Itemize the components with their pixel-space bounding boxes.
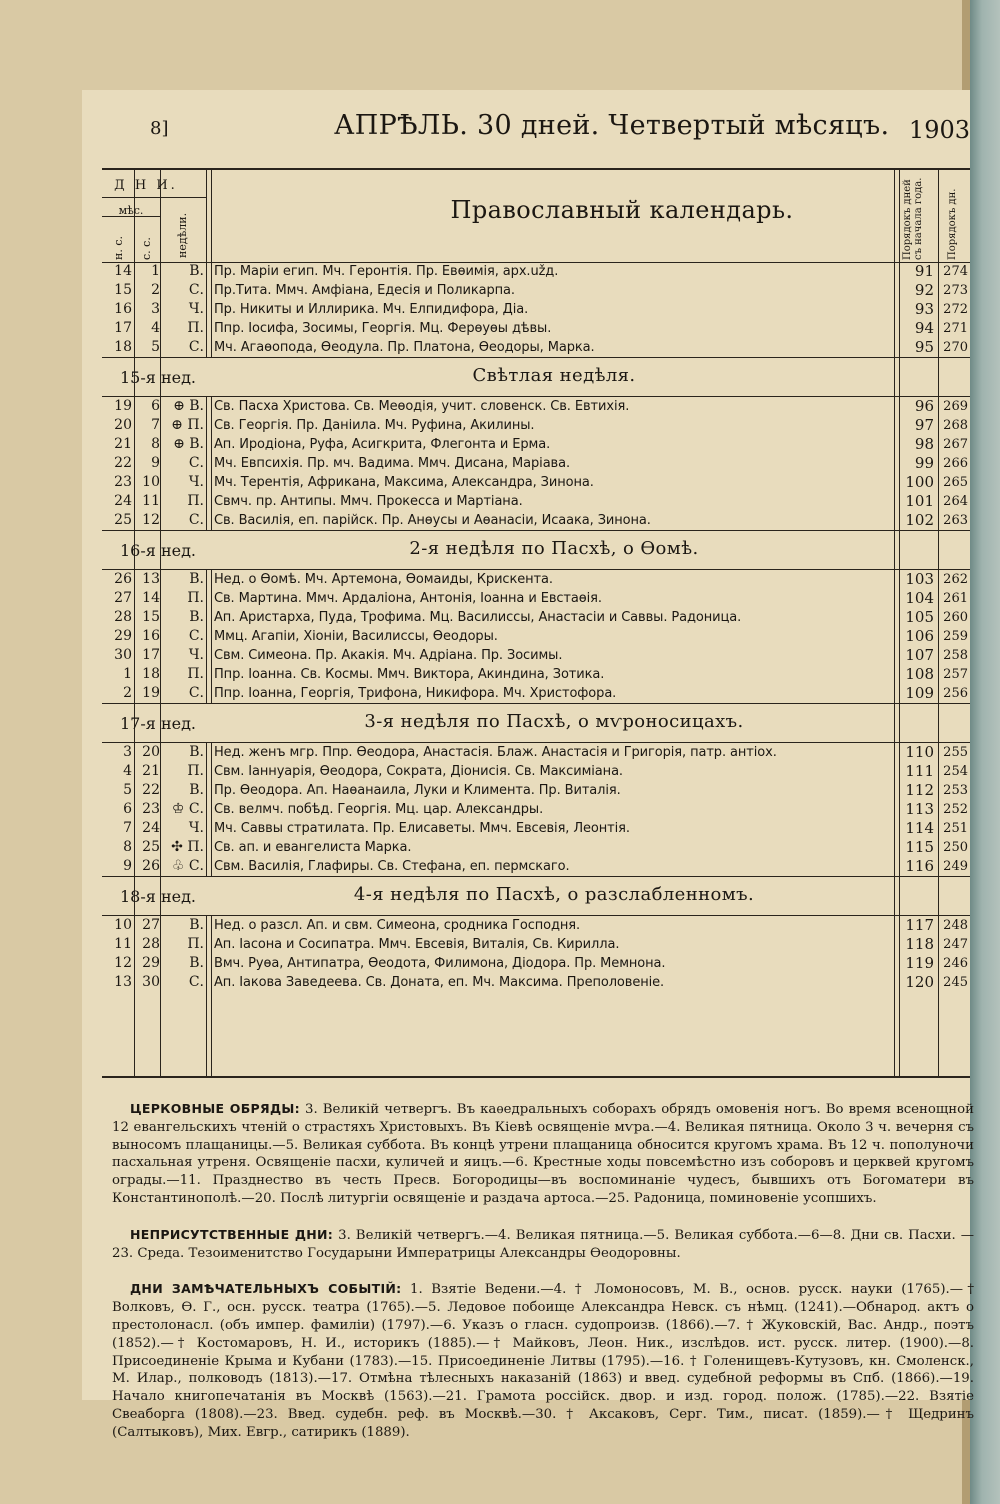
new-style-date: 21 <box>114 436 132 452</box>
days-remaining: 248 <box>943 918 968 933</box>
old-style-date: 5 <box>151 339 160 355</box>
days-remaining: 259 <box>943 629 968 644</box>
new-style-date: 17 <box>114 320 132 336</box>
church-rites-text: 3. Великій четвергъ. Въ каѳедральныхъ соборахъ обрядъ омовенія ногъ. Во время всенощной 12 евангельскихъ чтеній о страстяхъ Христовыхъ. Въ Кіевѣ освященіе мѵра.—4. Великая пятница. Около 3 ч. вечерня съ выносомъ плащаницы.—5. Великая суббота. Въ концѣ утрени плащаница обносится кругомъ храма. Въ 12 ч. пополуночи пасхальная утреня. Освященіе пасхи, куличей и яицъ.—6. Крестные ходы повсемѣстно изъ соборовъ и церквей кругомъ ограды.—11. Празднество въ честь Пресв. Богородицы—въ воспоминаніе чудесъ, бывшихъ отъ Богоматери въ Константинополѣ.—20. Послѣ литургіи освященіе и раздача артоса.—25. Радоница, поминовеніе усопшихъ. <box>112 1102 974 1206</box>
calendar-table <box>102 168 970 1078</box>
saints-text: Мч. Евпсихія. Пр. мч. Вадима. Ммч. Дисана, Маріава. <box>214 456 571 471</box>
weekday: ⊕ В. <box>173 436 204 452</box>
new-style-date: 14 <box>114 263 132 279</box>
holidays-paragraph <box>112 1226 974 1263</box>
church-rites-paragraph <box>112 1100 974 1208</box>
weekday-heading: недѣли. <box>176 212 189 258</box>
new-style-date: 11 <box>114 936 132 952</box>
days-remaining: 273 <box>943 283 968 298</box>
old-style-date: 9 <box>151 455 160 471</box>
saints-text: Свм. Іаннуарія, Ѳеодора, Сократа, Діонисія. Св. Максиміана. <box>214 764 623 779</box>
day-row <box>102 454 970 473</box>
days-remaining: 250 <box>943 840 968 855</box>
day-of-year: 110 <box>905 743 934 761</box>
weekday: В. <box>189 744 204 760</box>
day-of-year: 96 <box>914 397 934 415</box>
saints-text: Ппр. Іоанна, Георгія, Трифона, Никифора. Мч. Христофора. <box>214 686 617 701</box>
day-row <box>102 916 970 935</box>
day-row <box>102 397 970 416</box>
days-remaining: 245 <box>943 975 968 990</box>
day-row <box>102 262 970 281</box>
book-spine <box>970 0 1000 1504</box>
remaining-days-heading: Порядокъ дн. <box>947 188 958 260</box>
weekday: В. <box>189 571 204 587</box>
weekday: П. <box>187 666 204 682</box>
days-remaining: 272 <box>943 302 968 317</box>
day-row <box>102 665 970 684</box>
saints-text: Пр.Тита. Ммч. Амфіана, Едесія и Поликарпа. <box>214 283 515 298</box>
new-style-date: 28 <box>114 609 132 625</box>
days-remaining: 265 <box>943 475 968 490</box>
saints-text: Ппр. Іосифа, Зосимы, Георгія. Мц. Ферѳуѳы дѣвы. <box>214 321 552 336</box>
old-style-date: 25 <box>142 839 160 855</box>
events-text: 1. Взятіе Ведени.—4. † Ломоносовъ, М. В., основ. русск. науки (1765).—† Волковъ, Ѳ. Г., осн. русск. театра (1765).—5. Ледовое побоище Александра Невск. съ нѣмц. (1241).—Обнарод. актъ о престолонасл. (объ импер. фамиліи) (1797).—6. Указъ о гласн. судопроизв. (1866).—7. † Жуковскій, Вас. Андр., поэтъ (1852).—† Костомаровъ, Н. И., историкъ (1885).—† Майковъ, Леон. Ник., изслѣдов. ист. русск. литер. (1900).—8. Присоединеніе Крыма и Кубани (1783).—15. Присоединеніе Литвы (1795).—16. † Голенищевъ-Кутузовъ, кн. Смоленск., М. Илар., полководъ (1813).—17. Отмѣна тѣлесныхъ наказаній (1863) и введ. судебной реформы въ Спб. (1866).—19. Начало книгопечатанія въ Москвѣ (1563).—21. Грамота россійск. двор. и изд. город. полож. (1785).—22. Взятіе Свеаборга (1808).—23. Введ. судебн. реф. въ Москвѣ.—30. † Аксаковъ, Серг. Тим., писат. (1859).—† Щедринъ (Салтыковъ), Мих. Евгр., сатирикъ (1889). <box>112 1282 974 1440</box>
weekday: В. <box>189 917 204 933</box>
day-of-year: 109 <box>905 684 934 702</box>
old-style-date: 17 <box>142 647 160 663</box>
weekday: Ч. <box>188 647 204 663</box>
saints-text: Ап. Іакова Заведеева. Св. Доната, еп. Мч. Максима. Преполовеніе. <box>214 975 665 990</box>
week-label: 16-я нед. <box>120 541 197 560</box>
new-style-date: 30 <box>114 647 132 663</box>
old-style-date: 23 <box>142 801 160 817</box>
new-style-date: 13 <box>114 974 132 990</box>
saints-text: Св. Василія, еп. парійск. Пр. Анѳусы и Аѳанасіи, Исаака, Зинона. <box>214 513 651 528</box>
weekday: ♧ С. <box>171 858 204 874</box>
old-style-date: 7 <box>151 417 160 433</box>
old-style-date: 27 <box>142 917 160 933</box>
day-of-year: 105 <box>905 608 934 626</box>
saints-text: Пр. Никиты и Иллирика. Мч. Елпидифора, Діа. <box>214 302 529 317</box>
days-remaining: 247 <box>943 937 968 952</box>
day-of-year: 101 <box>905 492 934 510</box>
year: 1903 <box>908 116 970 144</box>
old-style-date: 28 <box>142 936 160 952</box>
calendar-title: Православный календарь. <box>450 196 794 224</box>
day-row <box>102 973 970 992</box>
saints-text: Ап. Аристарха, Пуда, Трофима. Мц. Василиссы, Анастасіи и Саввы. Радоница. <box>214 610 742 625</box>
saints-text: Ап. Іасона и Сосипатра. Ммч. Евсевія, Виталія, Св. Кирилла. <box>214 937 620 952</box>
saints-text: Нед. о разсл. Ап. и свм. Симеона, сродника Господня. <box>214 918 581 933</box>
weekday: ⊕ П. <box>171 417 204 433</box>
old-style-date: 16 <box>142 628 160 644</box>
week-title: 3-я недѣля по Пасхѣ, о мѵроносицахъ. <box>364 711 744 732</box>
page-header <box>102 104 972 152</box>
old-style-date: 6 <box>151 398 160 414</box>
new-style-date: 5 <box>123 782 132 798</box>
month-heading: мѣс. <box>118 204 144 217</box>
old-style-date: 11 <box>142 493 160 509</box>
day-row <box>102 800 970 819</box>
new-style-date: 1 <box>123 666 132 682</box>
new-style-date: 29 <box>114 628 132 644</box>
table-header <box>102 170 970 263</box>
saints-text: Св. Мартина. Ммч. Ардаліона, Антонія, Іоанна и Евстаѳія. <box>214 591 602 606</box>
old-style-date: 22 <box>142 782 160 798</box>
weekday: П. <box>187 493 204 509</box>
saints-text: Ммц. Агапіи, Хіоніи, Василиссы, Ѳеодоры. <box>214 629 498 644</box>
day-of-year: 117 <box>905 916 934 934</box>
day-row <box>102 819 970 838</box>
new-style-date: 16 <box>114 301 132 317</box>
saints-text: Ап. Иродіона, Руфа, Асигкрита, Флегонта и Ерма. <box>214 437 551 452</box>
new-style-date: 4 <box>123 763 132 779</box>
old-style-date: 10 <box>142 474 160 490</box>
old-style-date: 15 <box>142 609 160 625</box>
saints-text: Св. ап. и евангелиста Марка. <box>214 840 412 855</box>
weekday: В. <box>189 263 204 279</box>
days-remaining: 266 <box>943 456 968 471</box>
new-style-date: 25 <box>114 512 132 528</box>
weekday: С. <box>188 974 204 990</box>
day-row <box>102 627 970 646</box>
day-of-year: 97 <box>914 416 934 434</box>
days-remaining: 268 <box>943 418 968 433</box>
old-style-date: 26 <box>142 858 160 874</box>
old-style-date: 21 <box>142 763 160 779</box>
day-row <box>102 492 970 511</box>
day-of-year: 104 <box>905 589 934 607</box>
day-row <box>102 570 970 589</box>
row-group <box>102 262 970 357</box>
day-of-year: 116 <box>905 857 934 875</box>
day-row <box>102 416 970 435</box>
old-style-date: 8 <box>151 436 160 452</box>
weekday: С. <box>188 685 204 701</box>
week-label: 15-я нед. <box>120 368 197 387</box>
new-style-heading: н. с. <box>112 236 125 260</box>
calendar-page <box>82 90 975 1440</box>
page-title: АПРѢЛЬ. 30 дней. Четвертый мѣсяцъ. <box>334 110 890 141</box>
day-row <box>102 954 970 973</box>
day-of-year: 119 <box>905 954 934 972</box>
old-style-date: 24 <box>142 820 160 836</box>
new-style-date: 23 <box>114 474 132 490</box>
week-header-18 <box>102 876 970 916</box>
days-heading: Д Н И. <box>114 178 178 193</box>
week-title: 2-я недѣля по Пасхѣ, о Ѳомѣ. <box>409 538 699 559</box>
new-style-date: 26 <box>114 571 132 587</box>
day-row <box>102 319 970 338</box>
day-of-year: 111 <box>905 762 934 780</box>
week-label: 17-я нед. <box>120 714 197 733</box>
weekday: В. <box>189 955 204 971</box>
new-style-date: 18 <box>114 339 132 355</box>
old-style-date: 12 <box>142 512 160 528</box>
saints-text: Св. Георгія. Пр. Даніила. Мч. Руфина, Акилины. <box>214 418 535 433</box>
day-row <box>102 511 970 530</box>
weekday: В. <box>189 609 204 625</box>
days-remaining: 263 <box>943 513 968 528</box>
day-of-year: 108 <box>905 665 934 683</box>
new-style-date: 8 <box>123 839 132 855</box>
day-row <box>102 435 970 454</box>
new-style-date: 15 <box>114 282 132 298</box>
day-row <box>102 857 970 876</box>
old-style-date: 2 <box>151 282 160 298</box>
saints-text: Св. Пасха Христова. Св. Меѳодія, учит. словенск. Св. Евтихія. <box>214 399 630 414</box>
day-row <box>102 300 970 319</box>
days-remaining: 261 <box>943 591 968 606</box>
days-remaining: 246 <box>943 956 968 971</box>
old-style-heading: с. с. <box>140 237 153 260</box>
saints-text: Мч. Саввы стратилата. Пр. Елисаветы. Ммч. Евсевія, Леонтія. <box>214 821 630 836</box>
saints-text: Свм. Симеона. Пр. Акакія. Мч. Адріана. Пр. Зосимы. <box>214 648 563 663</box>
day-row <box>102 762 970 781</box>
old-style-date: 29 <box>142 955 160 971</box>
saints-text: Нед. женъ мгр. Ппр. Ѳеодора, Анастасія. Блаж. Анастасія и Григорія, патр. антіох. <box>214 745 777 760</box>
new-style-date: 22 <box>114 455 132 471</box>
day-row <box>102 646 970 665</box>
days-remaining: 252 <box>943 802 968 817</box>
saints-text: Пр. Маріи егип. Мч. Геронтія. Пр. Евѳимія, арх.užд. <box>214 264 559 279</box>
new-style-date: 10 <box>114 917 132 933</box>
week-header-17 <box>102 703 970 743</box>
weekday: ✣ П. <box>171 839 204 855</box>
order-days-heading: Порядокъ дней съ начала года. <box>902 177 924 260</box>
days-remaining: 253 <box>943 783 968 798</box>
week-title: 4-я недѣля по Пасхѣ, о разслабленномъ. <box>353 884 755 905</box>
new-style-date: 7 <box>123 820 132 836</box>
days-remaining: 256 <box>943 686 968 701</box>
day-of-year: 95 <box>914 338 934 356</box>
weekday: С. <box>188 282 204 298</box>
day-of-year: 94 <box>914 319 934 337</box>
weekday: Ч. <box>188 474 204 490</box>
day-of-year: 106 <box>905 627 934 645</box>
weekday: П. <box>187 936 204 952</box>
day-of-year: 112 <box>905 781 934 799</box>
new-style-date: 3 <box>123 744 132 760</box>
saints-text: Мч. Терентія, Африкана, Максима, Александра, Зинона. <box>214 475 594 490</box>
old-style-date: 3 <box>151 301 160 317</box>
days-remaining: 254 <box>943 764 968 779</box>
holidays-heading: НЕПРИСУТСТВЕННЫЕ ДНИ: <box>130 1226 334 1242</box>
new-style-date: 2 <box>123 685 132 701</box>
saints-text: Свм. Василія, Глафиры. Св. Стефана, еп. пермскаго. <box>214 859 570 874</box>
row-group <box>102 916 970 992</box>
day-row <box>102 743 970 762</box>
weekday: С. <box>188 512 204 528</box>
notes-section <box>112 1100 974 1460</box>
day-of-year: 98 <box>914 435 934 453</box>
saints-text: Свмч. пр. Антипы. Ммч. Прокесса и Мартіана. <box>214 494 523 509</box>
day-of-year: 118 <box>905 935 934 953</box>
week-header-16 <box>102 530 970 570</box>
weekday: П. <box>187 763 204 779</box>
day-of-year: 99 <box>914 454 934 472</box>
old-style-date: 30 <box>142 974 160 990</box>
days-remaining: 267 <box>943 437 968 452</box>
day-of-year: 113 <box>905 800 934 818</box>
new-style-date: 9 <box>123 858 132 874</box>
week-title: Свѣтлая недѣля. <box>472 365 636 386</box>
new-style-date: 20 <box>114 417 132 433</box>
days-remaining: 264 <box>943 494 968 509</box>
old-style-date: 20 <box>142 744 160 760</box>
events-paragraph <box>112 1280 974 1441</box>
saints-text: Ппр. Іоанна. Св. Космы. Ммч. Виктора, Акиндина, Зотика. <box>214 667 605 682</box>
row-group <box>102 570 970 703</box>
old-style-date: 18 <box>142 666 160 682</box>
old-style-date: 19 <box>142 685 160 701</box>
saints-text: Вмч. Руѳа, Антипатра, Ѳеодота, Филимона, Діодора. Пр. Мемнона. <box>214 956 666 971</box>
week-header-15 <box>102 357 970 397</box>
day-of-year: 93 <box>914 300 934 318</box>
day-row <box>102 281 970 300</box>
days-remaining: 260 <box>943 610 968 625</box>
new-style-date: 19 <box>114 398 132 414</box>
old-style-date: 4 <box>151 320 160 336</box>
days-remaining: 270 <box>943 340 968 355</box>
day-of-year: 107 <box>905 646 934 664</box>
church-rites-heading: ЦЕРКОВНЫЕ ОБРЯДЫ: <box>130 1101 300 1116</box>
day-of-year: 120 <box>905 973 934 991</box>
day-row <box>102 608 970 627</box>
calendar-rows <box>102 262 970 992</box>
row-group <box>102 397 970 530</box>
day-of-year: 115 <box>905 838 934 856</box>
days-remaining: 271 <box>943 321 968 336</box>
day-row <box>102 838 970 857</box>
weekday: ⊕ В. <box>173 398 204 414</box>
page-number: 8] <box>150 118 169 139</box>
days-remaining: 274 <box>943 264 968 279</box>
day-of-year: 102 <box>905 511 934 529</box>
day-row <box>102 473 970 492</box>
weekday: Ч. <box>188 820 204 836</box>
weekday: С. <box>188 339 204 355</box>
old-style-date: 14 <box>142 590 160 606</box>
days-remaining: 249 <box>943 859 968 874</box>
weekday: П. <box>187 590 204 606</box>
day-row <box>102 684 970 703</box>
days-remaining: 257 <box>943 667 968 682</box>
events-heading: ДНИ ЗАМѢЧАТЕЛЬНЫХЪ СОБЫТІЙ: <box>130 1281 402 1297</box>
weekday: В. <box>189 782 204 798</box>
new-style-date: 27 <box>114 590 132 606</box>
saints-text: Мч. Агаѳопода, Ѳеодула. Пр. Платона, Ѳеодоры, Марка. <box>214 340 595 355</box>
day-row <box>102 589 970 608</box>
row-group <box>102 743 970 876</box>
day-row <box>102 781 970 800</box>
days-remaining: 262 <box>943 572 968 587</box>
new-style-date: 12 <box>114 955 132 971</box>
old-style-date: 1 <box>151 263 160 279</box>
weekday: ♔ С. <box>171 801 204 817</box>
week-label: 18-я нед. <box>120 887 197 906</box>
new-style-date: 24 <box>114 493 132 509</box>
old-style-date: 13 <box>142 571 160 587</box>
days-remaining: 255 <box>943 745 968 760</box>
day-row <box>102 935 970 954</box>
day-of-year: 92 <box>914 281 934 299</box>
new-style-date: 6 <box>123 801 132 817</box>
saints-text: Пр. Ѳеодора. Ап. Наѳанаила, Луки и Климента. Пр. Виталія. <box>214 783 621 798</box>
day-of-year: 91 <box>914 262 934 280</box>
weekday: С. <box>188 628 204 644</box>
days-remaining: 251 <box>943 821 968 836</box>
holidays-text: 3. Великій четвергъ.—4. Великая пятница.—5. Великая суббота.—6—8. Дни св. Пасхи. — 23. Среда. Тезоименитство Государыни Императрицы Александры Ѳеодоровны. <box>112 1227 975 1261</box>
weekday: Ч. <box>188 301 204 317</box>
day-of-year: 103 <box>905 570 934 588</box>
days-remaining: 269 <box>943 399 968 414</box>
day-of-year: 100 <box>905 473 934 491</box>
saints-text: Нед. о Ѳомѣ. Мч. Артемона, Ѳомаиды, Крискента. <box>214 572 553 587</box>
weekday: П. <box>187 320 204 336</box>
day-of-year: 114 <box>905 819 934 837</box>
weekday: С. <box>188 455 204 471</box>
saints-text: Св. велмч. побѣд. Георгія. Мц. цар. Александры. <box>214 802 544 817</box>
days-remaining: 258 <box>943 648 968 663</box>
day-row <box>102 338 970 357</box>
